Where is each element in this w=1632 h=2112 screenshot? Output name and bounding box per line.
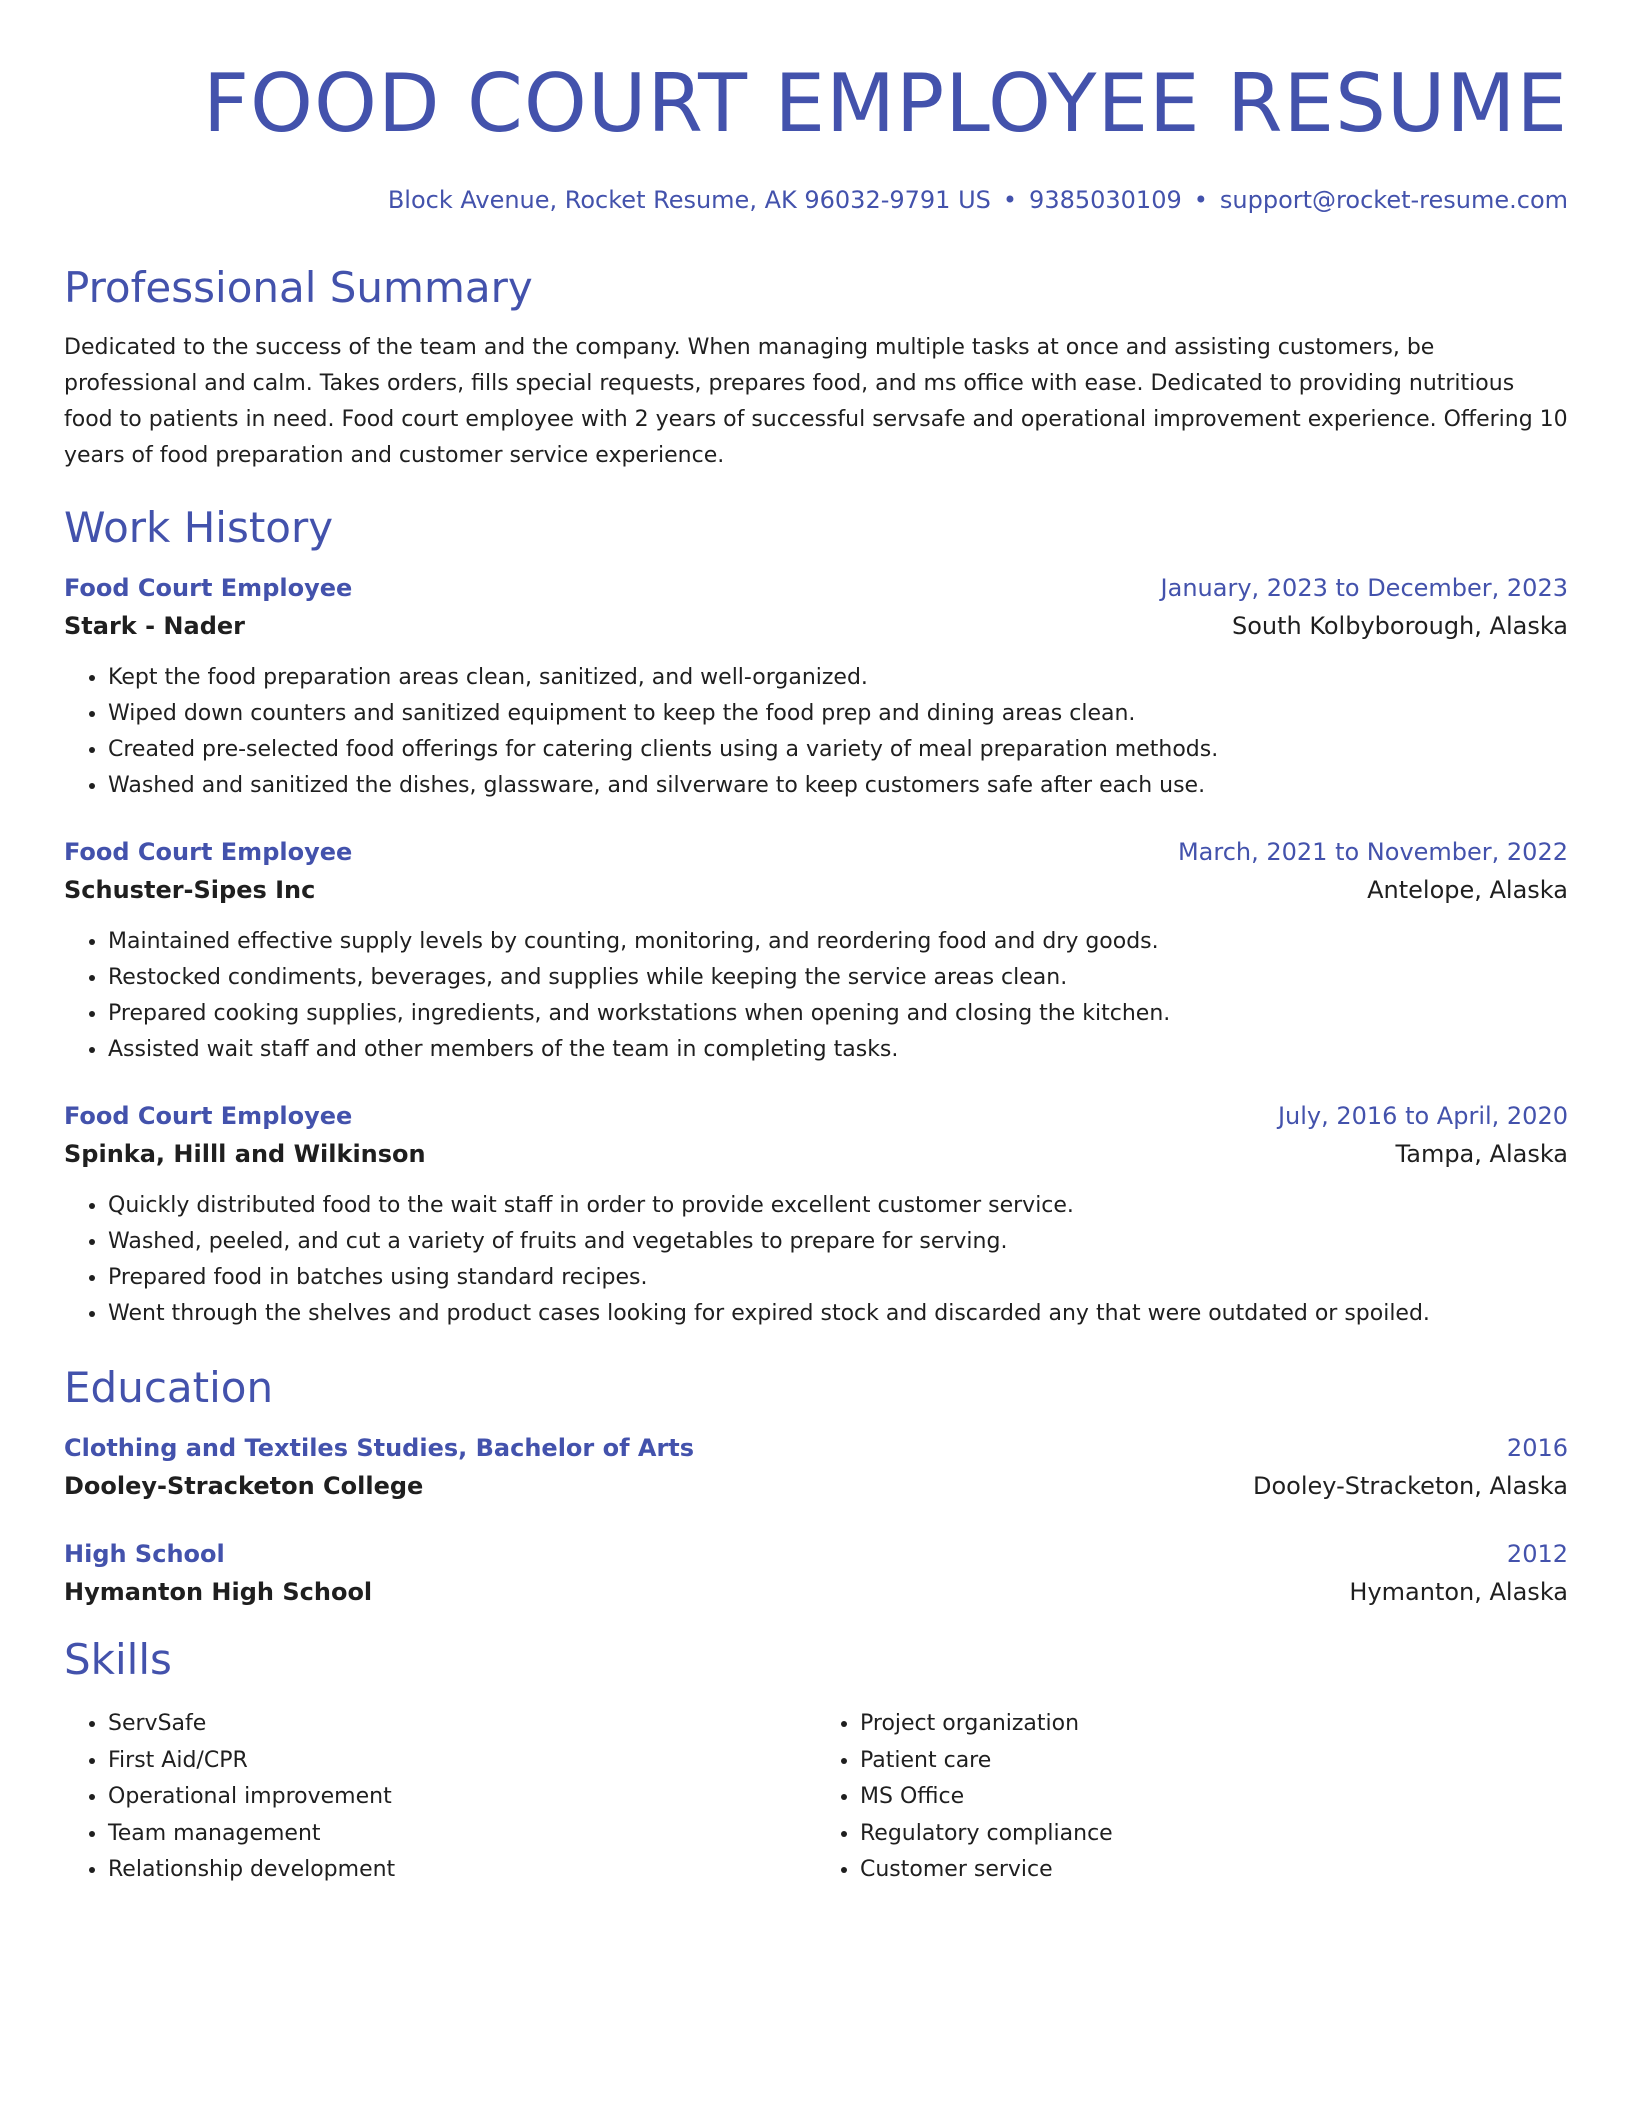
skills-list-left [64,1706,816,1889]
job-location: South Kolbyborough, Alaska [1231,612,1568,640]
section-title-summary: Professional Summary [64,263,533,312]
contact-email[interactable]: support@rocket-resume.com [1219,186,1568,214]
list-item: • Created pre-selected food offerings for catering clients using a variety of meal preparation methods. [108,732,1568,768]
contact-phone: 9385030109 [1029,186,1182,214]
job-duties-list [64,924,1568,1068]
education-section [64,1360,1568,1612]
skills-section [64,1632,1568,1889]
job-duties-list [64,1188,1568,1332]
skills-columns [64,1706,1568,1889]
list-item: • Quickly distributed food to the wait staff in order to provide excellent customer service. [108,1188,1568,1224]
skill-item: • Regulatory compliance [860,1816,1568,1853]
job-entry [64,570,1568,804]
summary-text: Dedicated to the success of the team and the company. When managing multiple tasks at once and assisting customers, be professional and calm. Takes orders, fills special requests, prepares food, and ms office with ease. Dedicated to providing nutritious food to patients in need. Food court employee with 2 years of successful servsafe and operational improvement experience. Offering 10 years of food preparation and customer service experience. [64,335,1568,468]
list-item: • Went through the shelves and product cases looking for expired stock and discarded any that were outdated or spoiled. [108,1296,1568,1332]
job-dates: July, 2016 to April, 2020 [1277,1102,1568,1130]
skill-item: • Patient care [860,1743,1568,1780]
job-company: Spinka, Hilll and Wilkinson [64,1140,426,1168]
job-company: Schuster-Sipes Inc [64,876,316,904]
education-entry [64,1536,1568,1612]
summary-section [64,260,1568,474]
job-duties-list [64,660,1568,804]
contact-line [64,184,1568,216]
section-title-education: Education [64,1363,274,1412]
school-name: Hymanton High School [64,1578,373,1606]
work-history-section [64,500,1568,1332]
list-item: • Prepared cooking supplies, ingredients, and workstations when opening and closing the kitchen. [108,996,1568,1032]
skill-item: • MS Office [860,1779,1568,1816]
list-item: • Restocked condiments, beverages, and supplies while keeping the service areas clean. [108,960,1568,996]
job-title: Food Court Employee [64,574,353,602]
list-item: • Prepared food in batches using standard recipes. [108,1260,1568,1296]
list-item: • Washed and sanitized the dishes, glassware, and silverware to keep customers safe after each use. [108,768,1568,804]
separator-dot: • [1002,186,1018,214]
job-title: Food Court Employee [64,1102,353,1130]
skill-item: • Operational improvement [108,1779,816,1816]
education-entry [64,1430,1568,1506]
job-entry [64,834,1568,1068]
job-title: Food Court Employee [64,838,353,866]
school-location: Dooley-Stracketon, Alaska [1253,1472,1568,1500]
section-title-skills: Skills [64,1635,172,1684]
list-item: • Assisted wait staff and other members of the team in completing tasks. [108,1032,1568,1068]
skill-item: • Project organization [860,1706,1568,1743]
skill-item: • Team management [108,1816,816,1853]
separator-dot: • [1193,186,1208,214]
job-dates: March, 2021 to November, 2022 [1177,838,1568,866]
graduation-year: 2012 [1506,1540,1568,1568]
degree-title: Clothing and Textiles Studies, Bachelor of Arts [64,1434,695,1462]
contact-address: Block Avenue, Rocket Resume, AK 96032-9791 US [387,186,991,214]
skill-item: • Relationship development [108,1852,816,1889]
job-entry [64,1098,1568,1332]
resume-title: FOOD COURT EMPLOYEE RESUME [203,57,1568,150]
skill-item: • ServSafe [108,1706,816,1743]
job-location: Tampa, Alaska [1395,1140,1568,1168]
job-company: Stark - Nader [64,612,245,640]
section-title-work-history: Work History [64,503,334,552]
list-item: • Washed, peeled, and cut a variety of fruits and vegetables to prepare for serving. [108,1224,1568,1260]
skill-item: • Customer service [860,1852,1568,1889]
graduation-year: 2016 [1506,1434,1568,1462]
job-location: Antelope, Alaska [1367,876,1568,904]
list-item: • Maintained effective supply levels by counting, monitoring, and reordering food and dry goods. [108,924,1568,960]
degree-title: High School [64,1540,225,1568]
skill-item: • First Aid/CPR [108,1743,816,1780]
skills-list-right [816,1706,1568,1889]
list-item: • Kept the food preparation areas clean, sanitized, and well-organized. [108,660,1568,696]
school-name: Dooley-Stracketon College [64,1472,424,1500]
job-dates: January, 2023 to December, 2023 [1160,574,1568,602]
school-location: Hymanton, Alaska [1349,1578,1568,1606]
list-item: • Wiped down counters and sanitized equipment to keep the food prep and dining areas clean. [108,696,1568,732]
